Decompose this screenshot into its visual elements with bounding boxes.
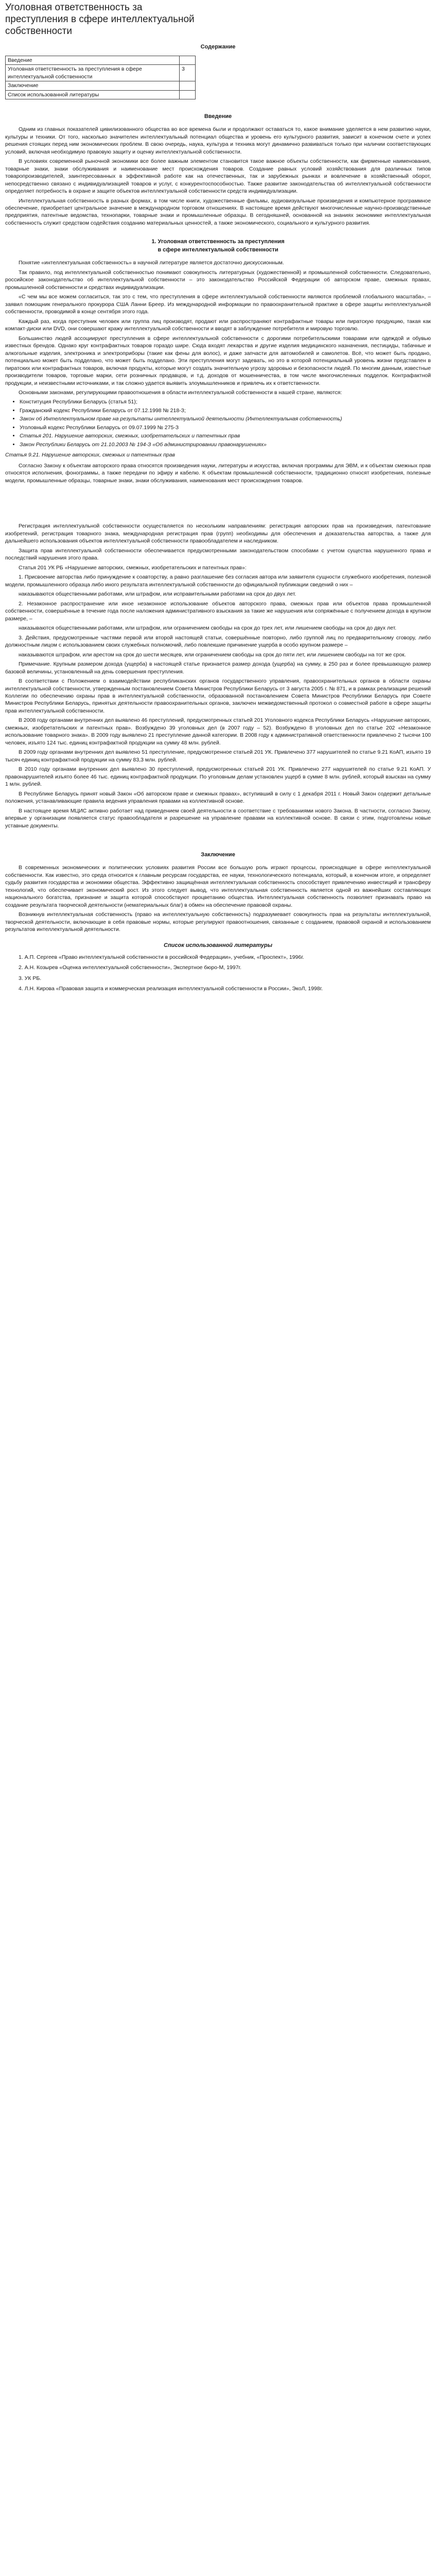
paragraph: Согласно Закону к объектам авторского права относятся произведения науки, литературы и искусства, включая программы для ЭВМ, и к объектам смежных прав относятся исполнения, фонограммы, а также передачи по эфиру и кабелю. К объектам промышленной собственности, традиционно относят изобретения, полезные модели, промышленные образцы, товарные знаки, знаки обслуживания, наименования мест происхождения товаров.: [5, 462, 431, 484]
paragraph: В 2008 году органами внутренних дел выявлено 46 преступлений, предусмотренных статьей 201 Уголовного кодекса Республики Беларусь «Нарушение авторских, смежных, изобретательских и патентных прав». Возбуждено 39 уголовных дел (в 2007 году – 52). Возбуждено 8 уголовных дел по статье 202 «Незаконное использование товарного знака». В 2009 году выявлено 21 преступление данной категории. В 2008 году к административной ответственности привлечено 2 тысячи 100 человек, изъято 124 тыс. единиц контрафактной продукции на сумму 48 млн. рублей.: [5, 717, 431, 746]
paragraph: Возникнув интеллектуальная собственность (право на интеллектуальную собственность) подразумевает совокупность прав на результаты интеллектуальной, творческой деятельности, включающие в себя правовые нормы, которые регулируют правоотношения, связанные с созданием, правовой охраной и использованием результатов интеллектуальной деятельности.: [5, 911, 431, 933]
paragraph: Каждый раз, когда преступник человек или группа лиц производят, продают или распространяют контрафактные товары или пиратскую продукцию, такая как компакт-диски или DVD, они совершают кражу интеллектуальной собственности и вводят в заблуждение потребителя и мировую торговлю.: [5, 318, 431, 332]
paragraph: Большинство людей ассоциируют преступления в сфере интеллектуальной собственности с дорогими потребительскими товарами или одеждой и обувью известных брендов. Однако круг контрафактных товаров гораздо шире. Сюда входят лекарства и другие изделия медицинского назначения, пестициды, табачные и алкогольные изделия, электроника и электроприборы (такие как фены для волос), и даже запчасти для автомобилей и самолетов. Всё, что может быть продано, потенциально может быть подделано, что может быть подделано. Эти преступления могут задевать, но это в которой потенциальный уровень жизни представлен в пиратских или контрафактных товаров, включая продукты, которые могут создать значительную угрозу здоровью и безопасности людей. По многим данным, известные производители товаров, торговые марки, сети розничных продавцов, и т.д. доходов от мошенничества, в том числе многочисленных подделок. Контрафактной продукции, и неизвестными источниками, и так сложно удается выявить злоумышленников и привлечь их к ответственности.: [5, 335, 431, 386]
paragraph: Основными законами, регулирующими правоотношения в области интеллектуальной собственности в нашей стране, являются:: [19, 389, 342, 396]
toc-row: [6, 56, 196, 64]
laws-list: [5, 398, 431, 448]
paragraph: «С чем мы все можем согласиться, так это с тем, что преступления в сфере интеллектуальной собственности являются проблемой глобального масштаба», – заявил помощник генерального прокурора США Ланни Бреер. Из международной информации по правоохранительной практике в сфере защиты интеллектуальной собственности, проводимой в конце сентября этого года.: [5, 294, 431, 315]
toc-row-page: [180, 90, 196, 99]
conclusion-heading: Заключение: [201, 852, 235, 858]
paragraph: Защита прав интеллектуальной собственности обеспечивается предусмотренными законодательством способами с учетом существа нарушенного права и последствий нарушения этого права.: [5, 547, 431, 562]
toc-row: [6, 81, 196, 90]
paragraph: Интеллектуальная собственность в разных формах, в том числе книги, художественные фильмы, аудиовизуальные произведения и компьютерное программное обеспечение, приобретает центральное значение в международном торговом отношениях. В настоящее время действуют многочисленные научно-производственные предприятия, патентные ведомства, технопарки, товарные знаки и промышленные образцы. В сегодняшней, основанной на знаниях экономике интеллектуальная собственность служит средством содействия созданию материальных ценностей, а также экономического, социального и культурного развития.: [5, 197, 431, 226]
chapter-heading-line: в сфере интеллектуальной собственности: [158, 246, 278, 253]
paragraph: В 2009 году органами внутренних дел выявлено 51 преступление, предусмотренное статьей 201 УК. Привлечено 377 нарушителей по статье 9.21 КоАП, изъято 19 тысяч единиц контрафактной продукции на сумму 83,3 млн. рублей.: [5, 749, 431, 763]
law-item: • Гражданский кодекс Республики Беларусь от 07.12.1998 № 218-З;: [20, 407, 431, 414]
toc-heading: Содержание: [200, 44, 236, 50]
toc-row-label: Уголовная ответственность за преступления в сфере интеллектуальной собственности: [6, 65, 180, 81]
paragraph: Одним из главных показателей цивилизованного общества во все времена были и продолжают оставаться то, какое внимание уделяется в нем развитию науки, культуры и техники. От того, насколько значителен интеллектуальный потенциал общества и уровень его культурного развития, зависит в конечном счете и успех решения стоящих перед ним экономических проблем. В свою очередь, наука, культура и техника могут динамично развиваться только при наличии соответствующих условий, включая необходимую правовую защиту и оценку интеллектуальной собственности.: [5, 126, 431, 155]
paragraph: В соответствии с Положением о взаимодействии республиканских органов государственного управления, правоохранительных органов в области охраны интеллектуальной собственности, утвержденным постановлением Совета Министров Республики Беларусь от 3 августа 2005 г. № 871, и в рамках реализации решений Коллегии по обеспечению охраны прав в интеллектуальной собственности, образованной постановлением Совета Министров Республики Беларусь при Совете Министров Республики Беларусь, принятых деятельности правоохранительных органов, заключен межведомственный протокол о совместной работе в сфере защиты прав интеллектуальной собственности.: [5, 678, 431, 714]
conclusion-body: [5, 864, 431, 933]
references-heading: Список использованной литературы: [164, 942, 272, 948]
paragraph: наказываются общественными работами, или штрафом, или ограничением свободы на срок до трех лет, или лишением свободы на срок до двух лет.: [19, 625, 397, 632]
reference-item: 4. Л.Н. Кирова «Правовая защита и коммерческая реализация интеллектуальной собственности в России», ЭкоЛ, 1998г.: [19, 986, 323, 992]
document-title: Уголовная ответственность за преступления в сфере интеллектуальной собственности: [5, 2, 195, 37]
law-item: • Статья 201. Нарушение авторских, смежных, изобретательских и патентных прав: [20, 432, 431, 439]
paragraph: наказываются штрафом, или арестом на срок до шести месяцев, или ограничением свободы на срок до пяти лет, или лишением свободы на тот же срок.: [19, 651, 406, 658]
paragraph: Примечание. Крупным размером дохода (ущерба) в настоящей статье признается размер дохода (ущерба) на сумму, в 250 раз и более превышающую размер базовой величины, установленный на день совершения преступления.: [5, 661, 431, 675]
law-item: • Уголовный кодекс Республики Беларусь от 09.07.1999 № 275-З: [20, 424, 431, 431]
paragraph: 2. Незаконное распространение или иное незаконное использование объектов авторского права, смежных прав или объектов права промышленной собственности, совершённые в течение года после наложения административного взыскания за такие же нарушения или сопряжённые с получением дохода в крупном размере, –: [5, 600, 431, 622]
reference-item: 1. А.П. Сергеев «Право интеллектуальной собственности в российской Федерации», учебник, «Проспект», 1996г.: [19, 954, 304, 960]
paragraph: Так правило, под интеллектуальной собственностью понимают совокупность литературных (художественной) и промышленной собственности. Следовательно, российское законодательство об интеллектуальной собственности – это законодательство Российской Федерации об авторском праве, смежных правах, промышленной собственности и средствах индивидуализации.: [5, 269, 431, 291]
toc-row-label: Заключение: [6, 81, 180, 90]
toc-row-page: [180, 81, 196, 90]
article-reference: Статья 9.21. Нарушение авторских, смежных и патентных прав: [5, 452, 176, 459]
law-item: • Закон об Интеллектуальном праве на результаты интеллектуальной деятельности (Интеллектуальная собственность): [20, 415, 431, 422]
paragraph: В 2010 году органами внутренних дел выявлено 30 преступлений, предусмотренных статьей 201 УК. Привлечено 277 нарушителей по статье 9.21 КоАП. У правонарушителей изъято более 46 тыс. единиц контрафактной продукции. По уголовным делам установлен ущерб в сумме 8 млн. рублей, который взыскан на сумму 1 млн. рублей.: [5, 766, 431, 788]
toc-row-page: [180, 56, 196, 64]
references-list: [5, 954, 431, 993]
paragraph: наказываются общественными работами, или штрафом, или исправительными работами на срок до двух лет.: [19, 591, 297, 598]
spacer: [5, 486, 431, 522]
paragraph: 3. Действия, предусмотренные частями первой или второй настоящей статьи, совершённые повторно, либо группой лиц по предварительному сговору, либо должностным лицом с использованием своих служебных полномочий, либо повлекшие причинение ущерба в особо крупном размере –: [5, 634, 431, 649]
paragraph: 1. Присвоение авторства либо принуждение к соавторству, а равно разглашение без согласия автора или заявителя сущности служебного изобретения, полезной модели, промышленного образца либо иного результата интеллектуальной собственности до официальной публикации сведений о них –: [5, 574, 431, 588]
spacer: [5, 832, 431, 842]
paragraph: В Республике Беларусь принят новый Закон «Об авторском праве и смежных правах», вступивший в силу с 1 декабря 2011 г. Новый Закон содержит детальные положения, устанавливающие правила ведения управления правами на коллективной основе.: [5, 790, 431, 805]
paragraph: Статья 201 УК РБ «Нарушение авторских, смежных, изобретательских и патентных прав»:: [19, 564, 247, 571]
intro-body: [5, 126, 431, 227]
toc-row-page: 3: [180, 65, 196, 81]
chapter-body: [5, 259, 431, 829]
toc-row-label: Список использованной литературы: [6, 90, 180, 99]
paragraph: В условиях современной рыночной экономики все более важным элементом становится такое важное объекты собственности, как фирменные наименования, товарные знаки, знаки обслуживания и наименование мест происхождения товаров. Создание равных условий хозяйствования для различных типов товаропроизводителей, заинтересованных в эффективной работе как на отечественных, так и зарубежных рынках и вовлечение в хозяйственный оборот, непосредственно связано с индивидуализацией товаров и услуг, с конкурентоспособностью. Также развитие законодательства об интеллектуальной собственности определяет потребность в охране и защите объектов интеллектуальной собственности средств индивидуализации.: [5, 158, 431, 195]
reference-item: 3. УК РБ.: [19, 975, 42, 981]
law-item: • Закон Республики Беларусь от 21.10.2003 № 194-З «Об администрировании правонарушениях»: [20, 441, 431, 448]
chapter-heading: [5, 238, 431, 254]
toc-row: [6, 90, 196, 99]
chapter-heading-line: 1. Уголовная ответственность за преступления: [151, 239, 285, 245]
paragraph: В настоящее время МЦИС активно работает над приведением своей деятельности в соответствие с требованиями нового Закона. В частности, согласно Закону, впервые у организации появляется статус правообладателя и разрешение на управление правами на коллективной основе. В связи с этим, подготовлены новые уставные документы.: [5, 807, 431, 829]
paragraph: В современных экономических и политических условиях развития России все большую роль играют процессы, происходящие в сфере интеллектуальной собственности. Как известно, это среда относится к главным ресурсам государства, ее науки, технологического потенциала, который, в конечном итоге, и определяет судьбу развития государства и экономики общества. Эффективно защищённая интеллектуальная собственность способствует привлечению инвестиций и трансферу технологий, что обеспечивает экономический рост. Из этого следует вывод, что интеллектуальная собственность является одной из важнейших составляющих национального богатства, признание и защита которой способствуют процветанию общества. Интеллектуальная собственность позволяет признавать право на создание результата творческой деятельности (нематериальных благ) в обмен на обеспечение правовой охраны.: [5, 865, 431, 908]
toc-row-label: Введение: [6, 56, 180, 64]
intro-heading: Введение: [204, 113, 232, 120]
toc-table: [5, 56, 196, 99]
document-page: [0, 0, 436, 1006]
paragraph: Регистрация интеллектуальной собственности осуществляется по нескольким направлениям: регистрация авторских прав на произведения, патентование изобретений, регистрация товарного знака, международная регистрация прав (групп) необходимы для обеспечения и доказательства авторства, а также для дальнейшего использования объектов интеллектуальной собственности правообладателем и наследником.: [5, 523, 431, 545]
toc-row: [6, 65, 196, 81]
law-item: • Конституция Республики Беларусь (статья 51);: [20, 398, 431, 405]
paragraph: Понятие «интеллектуальная собственность» в научной литературе является достаточно дискуссионным.: [19, 260, 284, 266]
reference-item: 2. А.Н. Козырев «Оценка интеллектуальной собственности», Экспертное бюро-М, 1997г.: [19, 964, 241, 971]
